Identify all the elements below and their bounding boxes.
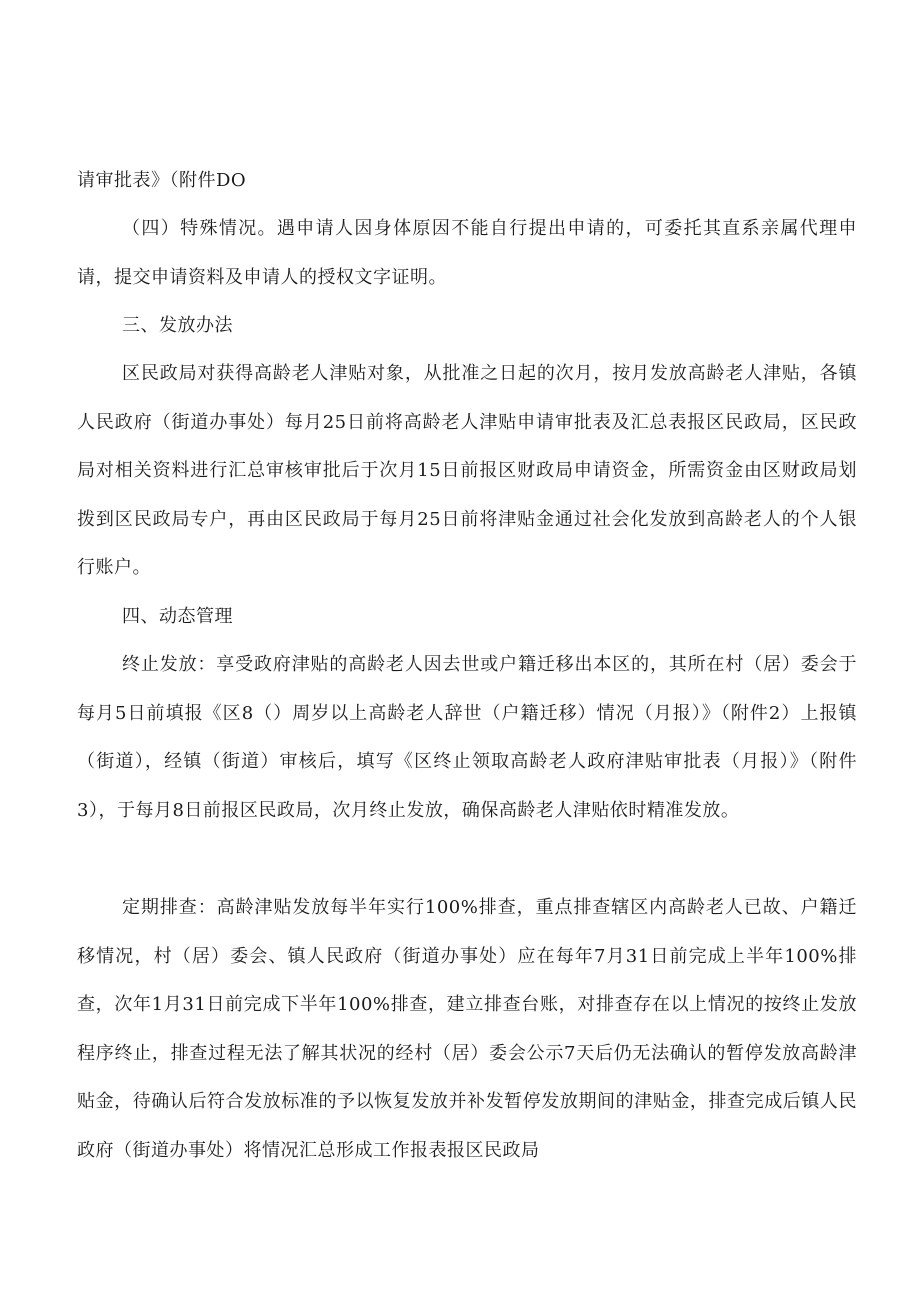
paragraph-special-case: （四）特殊情况。遇申请人因身体原因不能自行提出申请的，可委托其直系亲属代理申请，提交申请资料及申请人的授权文字证明。 [77, 218, 857, 288]
continuation-line: 请审批表》（附件DO [77, 170, 247, 191]
paragraph-issuance: 区民政局对获得高龄老人津贴对象，从批准之日起的次月，按月发放高龄老人津贴，各镇人民政府（街道办事处）每月25日前将高龄老人津贴申请审批表及汇总表报区民政局，区民政局对相关资料进行汇总审核审批后于次月15日前报区财政局申请资金，所需资金由区财政局划拨到区民政局专户，再由区民政局于每月25日前将津贴金通过社会化发放到高龄老人的个人银行账户。 [77, 363, 857, 578]
heading-issuance-method: 三、发放办法 [122, 315, 233, 336]
paragraph-termination: 终止发放：享受政府津贴的高龄老人因去世或户籍迁移出本区的，其所在村（居）委会于每月5日前填报《区8（）周岁以上高龄老人辞世（户籍迁移）情况（月报）》（附件2）上报镇（街道），经镇（街道）审核后，填写《区终止领取高龄老人政府津贴审批表（月报）》（附件3），于每月8日前报区民政局，次月终止发放，确保高龄老人津贴依时精准发放。 [77, 654, 857, 821]
paragraph-periodic-check: 定期排查：高龄津贴发放每半年实行100%排查，重点排查辖区内高龄老人已故、户籍迁移情况，村（居）委会、镇人民政府（街道办事处）应在每年7月31日前完成上半年100%排查，次年1月31日前完成下半年100%排查，建立排查台账，对排查存在以上情况的按终止发放程序终止，排查过程无法了解其状况的经村（居）委会公示7天后仍无法确认的暂停发放高龄津贴金，待确认后符合发放标准的予以恢复发放并补发暂停发放期间的津贴金，排查完成后镇人民政府（街道办事处）将情况汇总形成工作报表报区民政局 [77, 897, 857, 1161]
heading-dynamic-management: 四、动态管理 [122, 606, 233, 627]
